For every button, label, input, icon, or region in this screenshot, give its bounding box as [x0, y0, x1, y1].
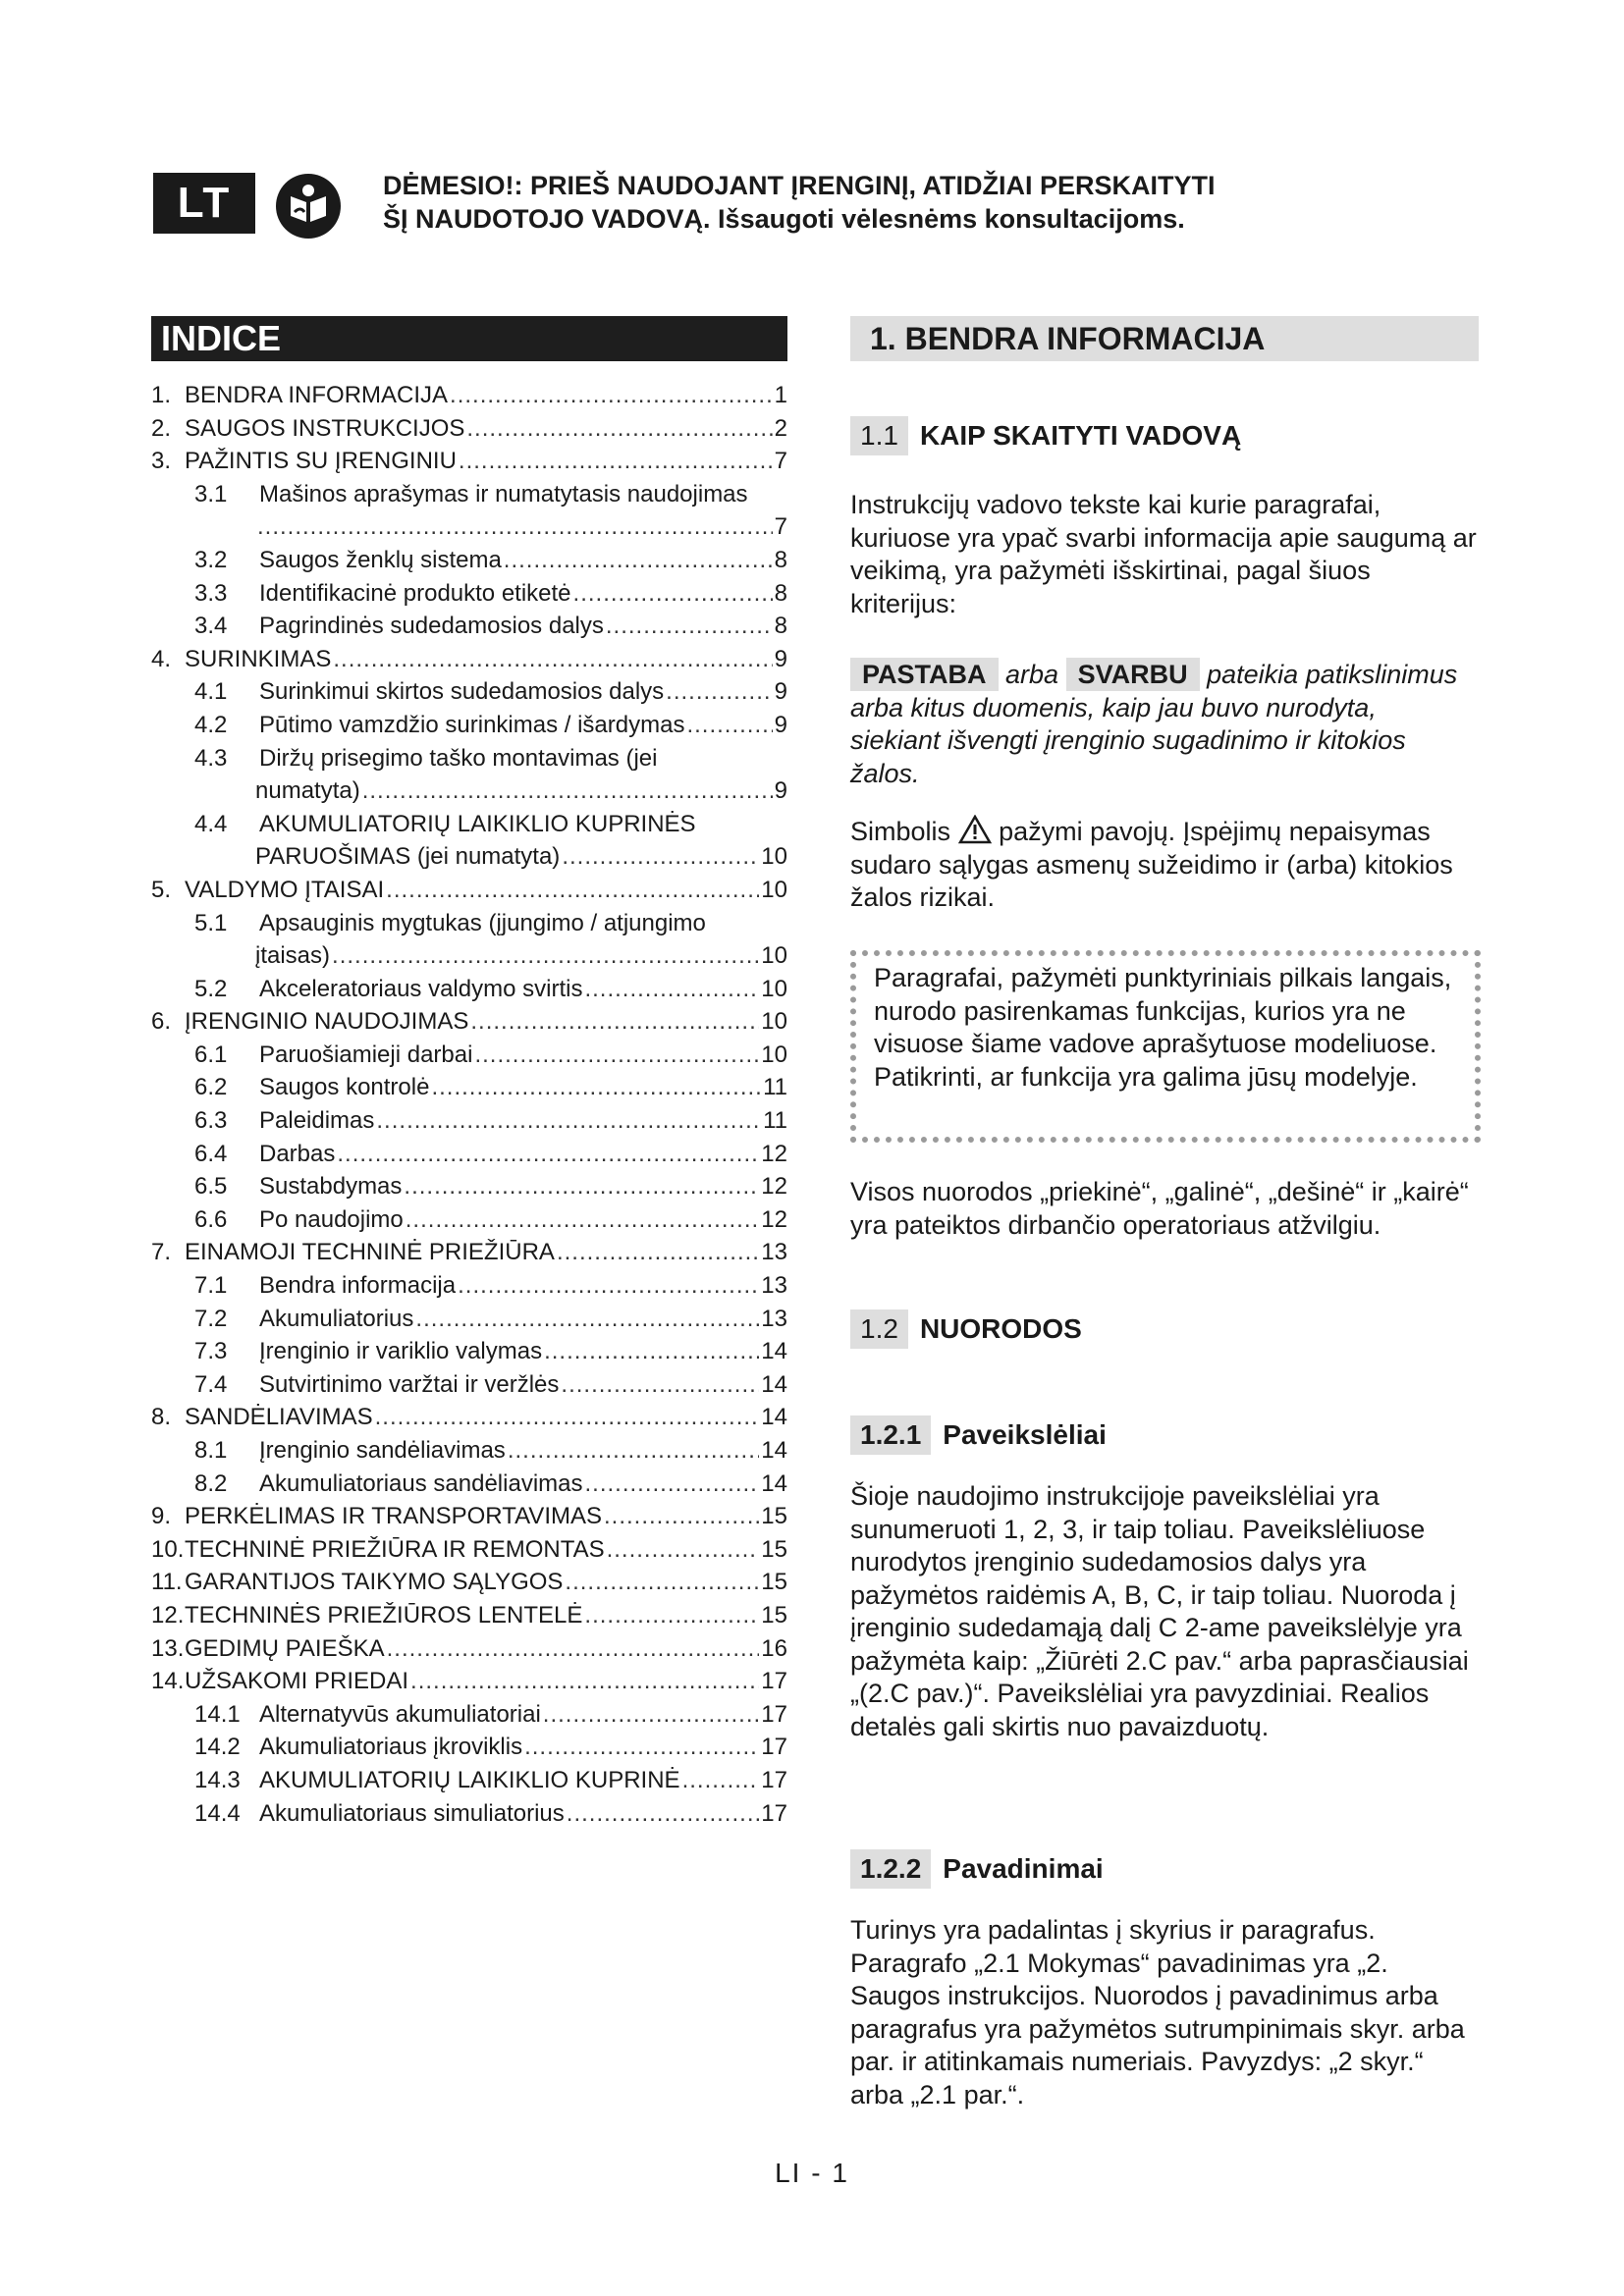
toc-entry-page: 12 — [761, 1140, 787, 1167]
toc-entry[interactable] — [151, 478, 787, 511]
toc-entry[interactable] — [151, 742, 787, 775]
attention-line-2: ŠĮ NAUDOTOJO VADOVĄ. Išsaugoti vėlesnėms konsultacijoms. — [383, 204, 1185, 234]
language-badge: LT — [153, 173, 255, 234]
toc-entry-page: 17 — [761, 1766, 787, 1793]
symbol-label: Simbolis — [850, 817, 951, 846]
toc-entry-number: 6. — [151, 1008, 172, 1036]
toc-entry[interactable] — [151, 874, 787, 907]
toc-entry-title: Darbas — [259, 1140, 336, 1167]
toc-entry-title: PERKĖLIMAS IR TRANSPORTAVIMAS — [185, 1503, 602, 1530]
toc-entry-title: GEDIMŲ PAIEŠKA — [185, 1634, 385, 1662]
toc-entry[interactable] — [151, 1303, 787, 1336]
toc-entry[interactable] — [151, 1434, 787, 1468]
toc-entry[interactable] — [151, 808, 787, 841]
note-text-start: pateikia — [1207, 660, 1299, 689]
toc-entry[interactable] — [151, 1269, 787, 1303]
toc-entry-page: 7 — [774, 448, 787, 475]
toc-entry-number: 3.2 — [194, 546, 228, 573]
figures-paragraph: Šioje naudojimo instrukcijoje paveikslėliai yra sunumeruoti 1, 2, 3, ir taip toliau. Paveikslėliuose nurodytos įrenginio sudedamosios dalys yra pažymėtos raidėmis A, B, C, ir taip toliau. Nuoroda į įrenginio sudedamąją dalį C 2-ame paveikslėlyje yra pažymėta kaip: „Žiūrėti 2.C pav.“ arba paprasčiausiai „(2.C pav.)“. Paveikslėliai yra pavyzdiniai. Realios detalės gali skirtis nuo pavaizduotų. — [850, 1481, 1469, 1741]
toc-entry-title: Identifikacinė produkto etiketė — [259, 579, 571, 607]
toc-entry-page: 15 — [761, 1535, 787, 1563]
toc-entry-title: PAŽINTIS SU ĮRENGINIU — [185, 448, 457, 475]
toc-entry-page: 17 — [761, 1734, 787, 1761]
toc-entry-number: 6.1 — [194, 1041, 228, 1068]
toc-entry-number: 4.3 — [194, 744, 228, 772]
toc-entry-title: Saugos kontrolė — [259, 1074, 430, 1101]
toc-entry[interactable] — [151, 840, 787, 874]
toc-entry[interactable] — [151, 675, 787, 709]
toc-entry-number: 14.2 — [194, 1734, 241, 1761]
toc-entry-number: 7. — [151, 1239, 172, 1266]
toc-entry-title: Alternatyvūs akumuliatoriai — [259, 1700, 541, 1728]
toc-entry-title: SAUGOS INSTRUKCIJOS — [185, 414, 465, 442]
toc-leader-dots — [466, 412, 772, 446]
subsection-1-2-1-heading — [850, 1415, 1107, 1455]
toc-entry-number: 13. — [151, 1634, 185, 1662]
toc-entry[interactable] — [151, 1698, 787, 1732]
toc-entry-number: 14.4 — [194, 1799, 241, 1827]
toc-leader-dots — [404, 1170, 759, 1203]
toc-entry-page: 10 — [761, 975, 787, 1002]
toc-entry[interactable] — [151, 1797, 787, 1831]
toc-title: INDICE — [151, 316, 787, 361]
toc-leader-dots — [565, 1566, 759, 1599]
toc-entry-page: 2 — [774, 414, 787, 442]
toc-entry-title-cont: įtaisas) — [255, 942, 331, 970]
toc-entry[interactable] — [151, 1533, 787, 1567]
toc-entry-page: 8 — [774, 546, 787, 573]
attention-notice — [383, 169, 1365, 236]
toc-entry[interactable] — [151, 1039, 787, 1072]
toc-entry-number: 7.3 — [194, 1338, 228, 1365]
toc-entry-page: 10 — [761, 1041, 787, 1068]
toc-entry[interactable] — [151, 973, 787, 1006]
toc-entry[interactable] — [151, 643, 787, 676]
toc-entry-page: 13 — [761, 1272, 787, 1300]
toc-entry-title: Mašinos aprašymas ir numatytasis naudojimas — [259, 480, 748, 507]
toc-entry-page: 16 — [761, 1634, 787, 1662]
toc-entry-title: Diržų prisegimo taško montavimas (jei — [259, 744, 658, 772]
toc-entry-page: 10 — [761, 1008, 787, 1036]
toc-entry-title: Paleidimas — [259, 1107, 375, 1135]
toc-entry-number: 11. — [151, 1569, 183, 1596]
note-text-rest: patikslinimus arba kitus duomenis, kaip jau buvo nurodyta, siekiant išvengti įrenginio sugadinimo ir kitokios žalos. — [850, 660, 1458, 788]
toc-leader-dots — [474, 1039, 759, 1072]
optional-feature-box — [850, 950, 1481, 1143]
toc-entry-title: Pagrindinės sudedamosios dalys — [259, 613, 604, 640]
toc-entry-page: 8 — [774, 579, 787, 607]
note-tag: PASTABA — [850, 658, 999, 691]
subsection-title: KAIP SKAITYTI VADOVĄ — [919, 420, 1242, 451]
toc-entry[interactable] — [151, 1104, 787, 1138]
toc-entry[interactable] — [151, 610, 787, 643]
toc-entry-number: 4. — [151, 645, 172, 672]
toc-entry-title: Įrenginio ir variklio valymas — [259, 1338, 543, 1365]
toc-entry-title: Sustabdymas — [259, 1173, 403, 1201]
toc-entry[interactable] — [151, 1500, 787, 1533]
toc-entry-title: EINAMOJI TECHNINĖ PRIEŽIŪRA — [185, 1239, 555, 1266]
toc-entry[interactable] — [151, 1138, 787, 1171]
toc-entry-title: Po naudojimo — [259, 1205, 404, 1233]
subsection-title: NUORODOS — [919, 1313, 1082, 1344]
toc-entry-page: 17 — [761, 1668, 787, 1695]
toc-leader-dots — [415, 1303, 759, 1336]
toc-entry[interactable] — [151, 577, 787, 611]
toc-entry-title: Apsauginis mygtukas (įjungimo / atjungimo — [259, 909, 706, 936]
toc-entry-title: SURINKIMAS — [185, 645, 332, 672]
titles-paragraph: Turinys yra padalintas į skyrius ir paragrafus. Paragrafo „2.1 Mokymas“ pavadinimas yra „2. Saugos instrukcijos. Nuorodos į pavadinimus arba paragrafus yra pažymėtos sutrumpinimais skyr. arba par. ir atitinkamais numeriais. Pavyzdys: „2 skyr.“ arba „2.1 par.“. — [850, 1915, 1465, 2109]
toc-leader-dots — [332, 939, 759, 973]
toc-entry-number: 3.4 — [194, 613, 228, 640]
toc-leader-dots — [584, 973, 759, 1006]
toc-leader-dots — [567, 1797, 760, 1831]
toc-entry-title: Įrenginio sandėliavimas — [259, 1437, 506, 1464]
toc-leader-dots — [543, 1698, 760, 1732]
toc-entry-number: 1. — [151, 382, 172, 408]
toc-leader-dots — [410, 1665, 759, 1698]
toc-entry-page: 11 — [763, 1074, 787, 1101]
toc-entry-title: SANDĖLIAVIMAS — [185, 1404, 373, 1431]
toc-entry-title: Akceleratoriaus valdymo svirtis — [259, 975, 583, 1002]
toc-entry-title: Bendra informacija — [259, 1272, 457, 1300]
danger-symbol-paragraph — [850, 815, 1479, 915]
symbol-description: pažymi pavojų. Įspėjimų nepaisymas sudaro sąlygas asmenų sužeidimo ir (arba) kitokios žalos rizikai. — [850, 817, 1453, 912]
toc-entry[interactable] — [151, 1468, 787, 1501]
toc-entry-number: 7.2 — [194, 1305, 228, 1332]
reading-intro-paragraph: Instrukcijų vadovo tekste kai kurie paragrafai, kuriuose yra ypač svarbi informacija apie saugumą ar veikimą, yra pažymėti išskirtinai, pagal šiuos kriterijus: — [850, 490, 1477, 618]
toc-entry-page: 9 — [774, 645, 787, 672]
toc-entry-number: 6.3 — [194, 1107, 228, 1135]
toc-entry-page: 14 — [761, 1404, 787, 1431]
toc-entry-number: 5.2 — [194, 975, 228, 1002]
toc-entry[interactable] — [151, 1236, 787, 1269]
toc-entry-number: 9. — [151, 1503, 172, 1530]
toc-entry-number: 4.1 — [194, 678, 228, 706]
toc-leader-dots — [573, 577, 773, 611]
page-number: LI - 1 — [775, 2158, 849, 2188]
toc-entry-title: TECHNINĖ PRIEŽIŪRA IR REMONTAS — [185, 1535, 605, 1563]
toc-entry[interactable] — [151, 709, 787, 742]
toc-entry-number: 8.1 — [194, 1437, 228, 1464]
subsection-1-2-heading — [850, 1309, 1082, 1349]
toc-leader-dots — [470, 1005, 759, 1039]
toc-entry-page: 14 — [761, 1370, 787, 1398]
toc-entry-page: 11 — [763, 1107, 787, 1135]
toc-leader-dots — [607, 1533, 760, 1567]
attention-line-1: DĖMESIO!: PRIEŠ NAUDOJANT ĮRENGINĮ, ATIDŽIAI PERSKAITYTI — [383, 171, 1216, 200]
toc-entry-page: 8 — [774, 613, 787, 640]
toc-entry-number: 5.1 — [194, 909, 228, 936]
toc-entry-title: Akumuliatorius — [259, 1305, 414, 1332]
toc-entry-number: 3.1 — [194, 480, 228, 507]
note-important-paragraph — [850, 659, 1459, 790]
warning-triangle-icon — [958, 815, 992, 844]
directions-paragraph: Visos nuorodos „priekinė“, „galinė“, „dešinė“ ir „kairė“ yra pateiktos dirbančio operatoriaus atžvilgiu. — [850, 1177, 1469, 1240]
toc-leader-dots — [257, 510, 773, 544]
toc-entry-page: 15 — [761, 1601, 787, 1629]
toc-entry[interactable] — [151, 510, 787, 544]
toc-entry-title: VALDYMO ĮTAISAI — [185, 876, 385, 903]
toc-entry-title: ĮRENGINIO NAUDOJIMAS — [185, 1008, 469, 1036]
toc-leader-dots — [337, 1138, 759, 1171]
toc-entry-number: 8. — [151, 1404, 172, 1431]
toc-leader-dots — [584, 1599, 759, 1632]
subsection-number: 1.1 — [850, 416, 908, 455]
toc-entry-number: 6.4 — [194, 1140, 228, 1167]
toc-entry-page: 9 — [774, 777, 787, 805]
toc-entry-title: AKUMULIATORIŲ LAIKIKLIO KUPRINĖ — [259, 1766, 680, 1793]
toc-entry[interactable] — [151, 907, 787, 940]
toc-entry-number: 3. — [151, 448, 172, 475]
toc-entry[interactable] — [151, 1665, 787, 1698]
toc-leader-dots — [375, 1401, 760, 1434]
toc-entry[interactable] — [151, 1566, 787, 1599]
toc-leader-dots — [561, 1368, 759, 1402]
toc-leader-dots — [458, 1269, 759, 1303]
toc-entry-page: 14 — [761, 1469, 787, 1497]
toc-entry-page: 14 — [761, 1437, 787, 1464]
toc-leader-dots — [387, 1632, 760, 1666]
toc-entry-number: 6.2 — [194, 1074, 228, 1101]
toc-entry[interactable] — [151, 379, 787, 412]
toc-entry-page: 7 — [774, 513, 787, 541]
toc-entry-number: 6.6 — [194, 1205, 228, 1233]
toc-leader-dots — [508, 1434, 759, 1468]
toc-entry[interactable] — [151, 774, 787, 808]
toc-entry[interactable] — [151, 1731, 787, 1764]
toc-entry-title: Surinkimui skirtos sudedamosios dalys — [259, 678, 665, 706]
toc-leader-dots — [406, 1203, 760, 1237]
toc-entry-number: 12. — [151, 1601, 185, 1629]
toc-entry[interactable] — [151, 445, 787, 478]
toc-entry-page: 15 — [761, 1569, 787, 1596]
toc-entry-title: Pūtimo vamzdžio surinkimas / išardymas — [259, 711, 685, 738]
note-or: arba — [1005, 660, 1059, 689]
toc-entry-number: 7.4 — [194, 1370, 228, 1398]
table-of-contents — [151, 379, 787, 1830]
toc-leader-dots — [450, 379, 773, 412]
toc-leader-dots — [431, 1071, 761, 1104]
toc-leader-dots — [666, 675, 772, 709]
toc-entry-number: 6.5 — [194, 1173, 228, 1201]
toc-entry[interactable] — [151, 1335, 787, 1368]
toc-entry-page: 10 — [761, 942, 787, 970]
toc-leader-dots — [544, 1335, 759, 1368]
toc-entry-number: 8.2 — [194, 1469, 228, 1497]
toc-entry-page: 17 — [761, 1700, 787, 1728]
toc-leader-dots — [682, 1764, 760, 1797]
toc-entry-number: 14.3 — [194, 1766, 241, 1793]
subsection-1-2-2-heading — [850, 1849, 1104, 1889]
toc-leader-dots — [584, 1468, 759, 1501]
toc-leader-dots — [504, 544, 773, 577]
toc-entry-page: 12 — [761, 1205, 787, 1233]
subsection-number: 1.2.1 — [850, 1415, 931, 1455]
toc-entry-page: 14 — [761, 1338, 787, 1365]
toc-entry-title-cont: numatyta) — [255, 777, 360, 805]
subsection-number: 1.2 — [850, 1309, 908, 1349]
subsection-title: Paveikslėliai — [943, 1419, 1107, 1450]
toc-entry-title: Sutvirtinimo varžtai ir veržlės — [259, 1370, 560, 1398]
toc-entry-number: 2. — [151, 414, 172, 442]
subsection-number: 1.2.2 — [850, 1849, 931, 1889]
toc-leader-dots — [604, 1500, 759, 1533]
toc-leader-dots — [524, 1731, 759, 1764]
toc-entry-title: AKUMULIATORIŲ LAIKIKLIO KUPRINĖS — [259, 810, 696, 837]
toc-leader-dots — [606, 610, 773, 643]
toc-entry-page: 10 — [761, 876, 787, 903]
toc-entry-number: 4.4 — [194, 810, 228, 837]
toc-entry-title: TECHNINĖS PRIEŽIŪROS LENTELĖ — [185, 1601, 583, 1629]
toc-entry-title: GARANTIJOS TAIKYMO SĄLYGOS — [185, 1569, 564, 1596]
toc-entry-page: 12 — [761, 1173, 787, 1201]
toc-entry[interactable] — [151, 1632, 787, 1666]
toc-entry-number: 3.3 — [194, 579, 228, 607]
toc-entry-page: 9 — [774, 711, 787, 738]
toc-entry-title-cont: PARUOŠIMAS (jei numatyta) — [255, 843, 561, 871]
toc-entry-title: Saugos ženklų sistema — [259, 546, 502, 573]
toc-entry-title: BENDRA INFORMACIJA — [185, 382, 449, 408]
toc-entry-number: 7.1 — [194, 1272, 228, 1300]
toc-leader-dots — [386, 874, 759, 907]
toc-entry[interactable] — [151, 1764, 787, 1797]
optional-feature-text: Paragrafai, pažymėti punktyriniais pilkais langais, nurodo pasirenkamas funkcijas, kurios yra ne visuose šiame vadove aprašytuose modeliuose. Patikrinti, ar funkcija yra galima jūsų modelyje. — [874, 963, 1452, 1092]
toc-leader-dots — [333, 643, 772, 676]
toc-entry[interactable] — [151, 412, 787, 446]
toc-entry[interactable] — [151, 1401, 787, 1434]
subsection-title: Pavadinimai — [943, 1853, 1104, 1884]
toc-leader-dots — [562, 840, 759, 874]
toc-entry-number: 4.2 — [194, 711, 228, 738]
toc-leader-dots — [459, 445, 773, 478]
toc-leader-dots — [557, 1236, 759, 1269]
toc-entry-title: UŽSAKOMI PRIEDAI — [185, 1668, 409, 1695]
toc-entry-page: 17 — [761, 1799, 787, 1827]
toc-entry-page: 13 — [761, 1239, 787, 1266]
toc-entry[interactable] — [151, 1599, 787, 1632]
toc-leader-dots — [362, 774, 773, 808]
toc-entry-page: 15 — [761, 1503, 787, 1530]
toc-entry-page: 13 — [761, 1305, 787, 1332]
subsection-1-1-heading — [850, 416, 1241, 455]
toc-entry[interactable] — [151, 544, 787, 577]
toc-entry-number: 14. — [151, 1668, 185, 1695]
toc-entry[interactable] — [151, 1368, 787, 1402]
toc-entry[interactable] — [151, 1005, 787, 1039]
toc-entry-number: 10. — [151, 1535, 185, 1563]
toc-entry-number: 14.1 — [194, 1700, 241, 1728]
toc-leader-dots — [686, 709, 772, 742]
toc-entry[interactable] — [151, 1203, 787, 1237]
toc-entry[interactable] — [151, 1170, 787, 1203]
toc-entry[interactable] — [151, 1071, 787, 1104]
toc-entry-title: Akumuliatoriaus sandėliavimas — [259, 1469, 583, 1497]
read-manual-icon — [275, 173, 342, 240]
toc-leader-dots — [376, 1104, 761, 1138]
toc-entry-page: 10 — [761, 843, 787, 871]
important-tag: SVARBU — [1066, 658, 1200, 691]
toc-entry-page: 9 — [774, 678, 787, 706]
toc-entry[interactable] — [151, 939, 787, 973]
toc-entry-title: Akumuliatoriaus įkroviklis — [259, 1734, 523, 1761]
section-title: 1. BENDRA INFORMACIJA — [850, 316, 1479, 361]
toc-entry-title: Akumuliatoriaus simuliatorius — [259, 1799, 565, 1827]
toc-entry-number: 5. — [151, 876, 172, 903]
toc-entry-page: 1 — [774, 382, 787, 408]
toc-entry-title: Paruošiamieji darbai — [259, 1041, 473, 1068]
